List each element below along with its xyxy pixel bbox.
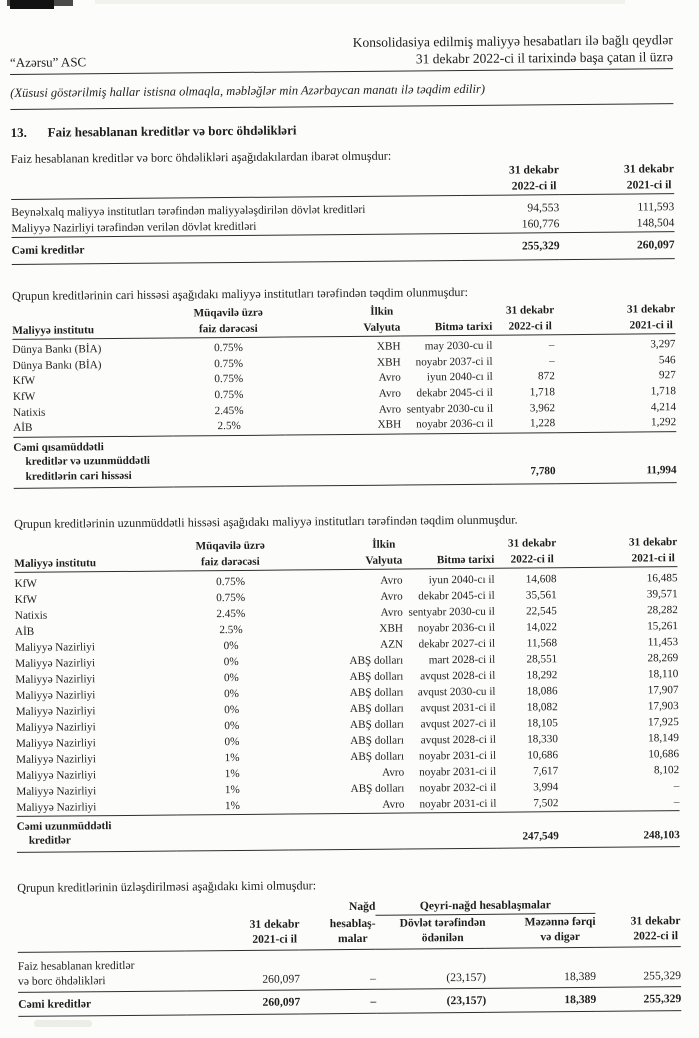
cash-group-label: Nağd [348,900,376,914]
institution: Dünya Bankı (BİA) [12,358,102,372]
value-2022: 7,502 [533,796,559,809]
rate: 0% [223,639,239,652]
maturity: dekabr 2045-ci il [418,589,495,602]
maturity: noyabr 2031-ci il [419,797,497,810]
rate: 0.75% [214,388,244,402]
value-2022: 14,022 [526,620,558,633]
institution: Maliyyə Nazirliyi [15,736,96,750]
value-2022: 18,105 [526,716,558,729]
institution: KfW [14,593,38,606]
institution: Maliyyə Nazirliyi [15,704,96,718]
value-2022: – [548,339,555,352]
maturity: iyun 2040-cı il [428,573,495,586]
value-2021: 16,485 [646,571,678,584]
value-2022: 10,686 [527,748,559,761]
institution: Natixis [14,609,48,622]
maturity: noyabr 2031-ci il [418,749,497,762]
institution: Maliyyə Nazirliyi [15,656,96,670]
loans-composition-table [11,161,675,265]
maturity: sentyabr 2030-cu il [408,605,495,619]
institution: KfW [12,375,36,388]
column-header-institution: Maliyyə institutu [12,307,172,340]
noncash-group-label: Qeyri-nağd hesablaşmalar [375,897,595,915]
rate: 1% [224,799,241,812]
total-label: Cəmi qısamüddətli kreditlər və uzunmüddətli kreditlərin cari hissəsi [13,433,493,488]
table-header-row [17,912,680,952]
institution: AİB [14,625,35,638]
value-2022: 11,568 [526,636,558,649]
column-header-state-paid: Dövlət tərəfindən ödənilən [375,914,485,949]
column-header-rate: Müqavilə üzrə faiz dərəcəsi [172,306,284,339]
page-header [10,31,673,75]
column-header-institution: Maliyyə institutu [14,538,174,572]
current-loans-table [12,302,677,488]
column-header-2021: 31 dekabr 2021-ci il [559,161,674,195]
value-2022: 94,553 [527,201,560,215]
currency: ABŞ dolları [350,782,405,795]
column-header-currency: İlkin Valyuta [286,536,402,570]
currency: XBH [379,622,404,635]
currency: Avro [378,387,401,400]
total-label: Cəmi uzunmüddətli kreditlər [17,812,497,852]
longterm-loans-table [14,534,680,853]
column-header-maturity: Bitmə tarixi [402,535,494,568]
column-header-cash-settlements: hesablaş- malar [299,915,375,950]
total-2022: 7,780 [493,432,555,483]
rate: 2.45% [214,404,244,417]
value-2022: 255,329 [596,946,681,987]
rate: 0% [224,735,240,748]
value-2022: 872 [537,370,555,383]
total-2021: 260,097 [560,232,675,260]
total-state-paid: (23,157) [376,988,486,1013]
column-header-maturity: Bitmə tarixi [400,304,492,336]
institution: Dünya Bankı (BİA) [12,343,102,357]
rate: 0% [223,671,239,684]
value-2021: 927 [658,369,676,382]
rate: 0% [224,703,240,716]
maturity: mart 2028-ci il [428,653,496,666]
rate: 0% [224,719,240,732]
institution: AİB [13,421,33,435]
institution: Maliyyə Nazirliyi [16,784,97,798]
value-2021: 39,571 [646,587,678,600]
maturity: may 2030-cu il [424,339,493,353]
row-label: Beynəlxalq maliyyə institutları tərəfindən maliyyələşdirilən dövlət kreditləri [11,202,366,219]
maturity: dekabr 2045-ci il [416,386,493,400]
maturity: avqust 2028-ci il [420,669,496,682]
value-2021: 8,102 [653,763,680,776]
table-row [18,946,681,992]
measurement-note: (Xüsusi göstərilmiş hallar istisna olmaqla, məbləğlər min Azərbaycan manatı ilə təqdim edilir) [10,80,673,110]
value-2021: 546 [658,353,676,367]
institution: Maliyyə Nazirliyi [15,688,96,702]
section-number: 13. [10,124,27,140]
value-2022: 1,228 [529,417,556,430]
total-2022: 255,329 [596,986,681,1011]
column-header-2022: 31 dekabr 2022-ci il [595,912,680,947]
currency: AZN [380,638,404,651]
column-header-2022: 31 dekabr 2022-ci il [461,162,559,195]
currency: Avro [380,574,403,587]
value-fx: 18,389 [486,947,596,988]
maturity: noyabr 2036-cı il [417,621,496,634]
column-header-2022: 31 dekabr 2022-ci il [492,303,554,335]
currency: Avro [381,766,405,779]
value-state-paid: (23,157) [376,948,486,989]
institution: Maliyyə Nazirliyi [15,672,96,686]
currency: Avro [380,590,403,603]
value-2021: 1,292 [650,416,677,429]
value-2021: 11,453 [647,635,679,648]
section-heading [11,119,674,141]
row-label: Faiz hesablanan kreditlər və borc öhdəlikləri [18,951,186,992]
report-title-line2: 31 dekabr 2022-ci il tarixində başa çatan il üzrə [415,49,674,67]
column-header-2022: 31 dekabr 2022-ci il [494,535,556,568]
column-header-rate: Müqavilə üzrə faiz dərəcəsi [174,537,286,570]
institution: Maliyyə Nazirliyi [15,720,96,734]
maturity: avqust 2030-cu il [417,685,496,698]
rate: 0.75% [214,357,244,370]
value-2022: 22,545 [525,604,557,617]
maturity: dekabr 2027-ci il [418,637,496,650]
total-2021: 260,097 [186,990,300,1015]
intro-paragraph-4: Qrupun kreditlərinin üzləşdirilməsi aşağıdakı kimi olmuşdur: [17,878,317,895]
total-label: Cəmi kreditlər [18,991,186,1016]
rate: 1% [224,767,240,780]
currency: ABŞ dolları [349,654,404,667]
total-row [18,986,681,1016]
company-name: “Azərsu” ASC [9,54,87,70]
value-2021: 10,686 [648,747,680,760]
currency: ABŞ dolları [349,686,404,699]
currency: ABŞ dolları [349,718,404,731]
maturity: noyabr 2036-cı il [416,417,494,431]
value-2022: 7,617 [532,764,559,777]
total-row [12,232,675,265]
value-2022: 18,082 [526,700,558,713]
total-2021: 248,103 [559,810,680,847]
rate: 0% [223,687,240,700]
maturity: avqust 2028-ci il [420,733,496,746]
total-2022: 255,329 [462,233,560,261]
value-cash: – [300,949,376,990]
currency: ABŞ dolları [350,734,404,747]
value-2022: 1,718 [529,386,555,399]
maturity: noyabr 2031-ci il [419,765,497,778]
rate: 0.75% [216,591,246,604]
total-row [17,810,680,852]
currency: XBH [377,418,402,431]
value-2022: 3,994 [533,780,559,793]
currency: Avro [378,371,401,385]
value-2021: 260,097 [186,950,300,991]
value-2021: 28,282 [646,603,678,616]
institution: Natixis [13,406,46,419]
currency: ABŞ dolları [350,750,405,763]
institution: Maliyyə Nazirliyi [16,768,97,782]
maturity: iyun 2040-cı il [426,371,493,384]
rate: 0.75% [214,373,244,386]
value-2021: 4,214 [650,400,677,413]
value-2022: 28,551 [526,652,558,665]
maturity: noyabr 2037-ci il [415,355,493,369]
value-2021: 3,297 [650,338,676,351]
institution: Maliyyə Nazirliyi [16,752,96,766]
currency: Avro [378,403,402,416]
rate: 1% [224,751,240,764]
value-2021: 28,269 [647,651,679,664]
rate: 1% [224,783,240,796]
maturity: avqust 2031-ci il [420,701,496,714]
column-header-currency: İlkin Valyuta [284,305,400,338]
value-2021: 18,149 [648,731,679,744]
currency: ABŞ dolları [349,670,404,683]
currency: XBH [376,340,401,353]
value-2022: 18,330 [527,732,558,745]
value-2021: 17,903 [647,699,679,712]
report-title [353,31,673,68]
report-title-line1: Konsolidasiya edilmiş maliyyə hesabatları ilə bağlı qeydlər [352,32,673,50]
column-header-fx-difference: Məzənnə fərqi və digər [485,913,595,948]
intro-paragraph-1: Faiz hesablanan kreditlər və borc öhdəlikləri aşağıdakılardan ibarət olmuşdur: [10,148,392,166]
loans-reconciliation-table [17,896,681,1017]
total-label: Cəmi kreditlər [12,234,462,265]
value-2021: 18,110 [647,667,679,680]
total-cash: – [300,989,376,1014]
currency: ABŞ dolları [349,702,404,715]
currency: Avro [380,606,403,619]
total-2022: 247,549 [497,811,559,848]
rate: 0.75% [214,342,244,355]
intro-paragraph-2: Qrupun kreditlərinin cari hissəsi aşağıdakı maliyyə institutları tərəfindən təqdim olunmuşdur: [11,284,469,303]
value-2022: 18,292 [526,668,558,681]
total-row [13,431,676,488]
value-2022: 18,086 [526,684,558,697]
currency: XBH [376,356,401,369]
total-2021: 11,994 [555,431,676,483]
institution: KfW [14,577,37,590]
value-2021: 17,907 [647,683,679,696]
rate: 2.5% [217,420,241,433]
maturity: sentyabr 2030-cu il [406,402,494,416]
value-2021: 1,718 [650,385,676,398]
value-2022: 14,608 [525,572,557,585]
maturity: avqust 2027-ci il [420,717,496,730]
value-2021: – [673,779,680,792]
value-2022: 160,776 [521,217,560,231]
currency: Avro [382,798,405,811]
rate: 0% [223,655,239,668]
value-2022: 35,561 [525,588,557,601]
column-header-2021: 31 dekabr 2021-ci il [556,534,677,568]
column-header-2021: 31 dekabr 2021-ci il [185,916,299,951]
total-fx: 18,389 [486,987,596,1012]
rate: 0.75% [216,575,246,588]
value-2022: 3,962 [529,401,556,414]
value-2021: 148,504 [636,216,675,230]
rate: 2.5% [219,623,243,636]
institution: KfW [12,390,36,403]
rate: 2.45% [216,607,246,620]
maturity: noyabr 2032-ci il [419,781,497,794]
value-2021: – [673,795,680,808]
intro-paragraph-3: Qrupun kreditlərinin uzunmüddətli hissəsi aşağıdakı maliyyə institutları tərəfindən təqdim olunmuşdur. [13,512,518,531]
row-label: Maliyyə Nazirliyi tərəfindən verilən dövlət kreditləri [11,219,257,235]
institution: Maliyyə Nazirliyi [16,800,97,814]
value-2022: – [548,354,555,368]
institution: Maliyyə Nazirliyi [15,640,96,654]
section-title: Faiz hesablanan kreditlər və borc öhdəlikləri [47,122,297,140]
value-2021: 111,593 [637,200,675,214]
value-2021: 15,261 [647,619,678,632]
column-header-2021: 31 dekabr 2021-ci il [554,302,675,335]
value-2021: 17,925 [647,715,679,728]
